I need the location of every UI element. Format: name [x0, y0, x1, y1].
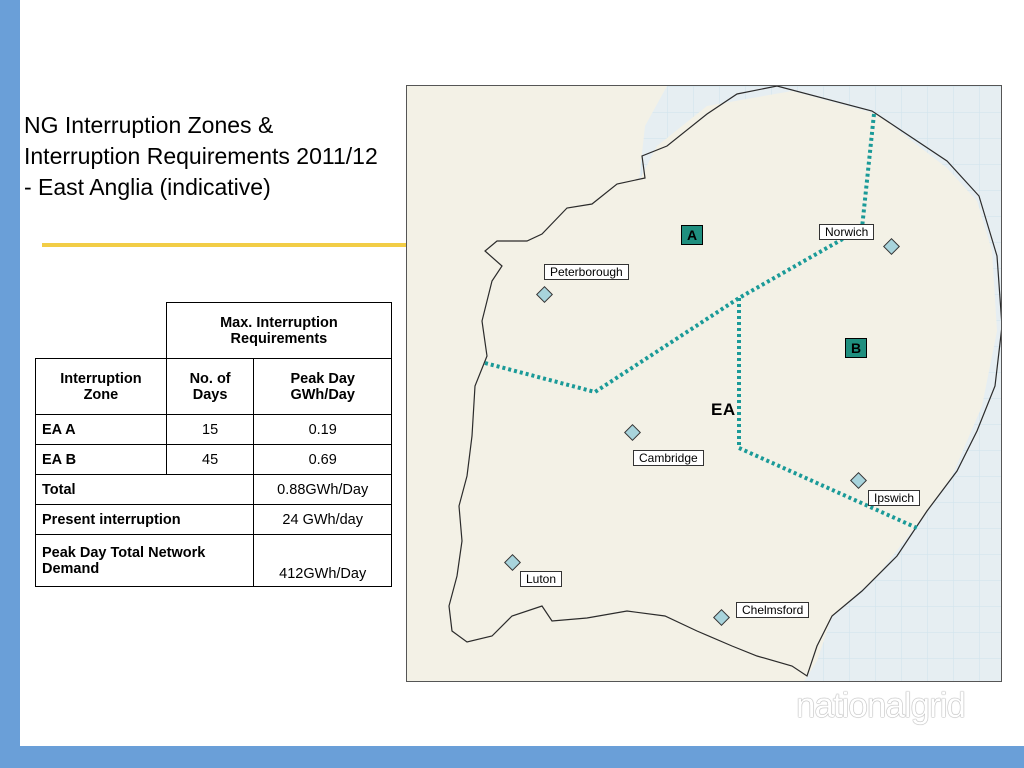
- present-value: 24 GWh/day: [254, 505, 392, 535]
- city-label-chelmsford: Chelmsford: [736, 602, 809, 618]
- interruption-requirements-table: [35, 302, 392, 587]
- total-label: Total: [36, 475, 254, 505]
- table-row: [36, 445, 392, 475]
- col-header-zone: Interruption Zone: [36, 359, 167, 415]
- title-underline: [42, 243, 408, 247]
- col-header-peak: Peak Day GWh/Day: [254, 359, 392, 415]
- zone-marker-b: B: [845, 338, 867, 358]
- table-row: [36, 415, 392, 445]
- present-label: Present interruption: [36, 505, 254, 535]
- region-label: EA: [711, 400, 736, 419]
- table-corner-blank: [36, 303, 167, 359]
- map-graphic: [407, 86, 1002, 682]
- east-anglia-map: [406, 85, 1002, 682]
- demand-row: [36, 535, 392, 587]
- city-label-cambridge: Cambridge: [633, 450, 704, 466]
- demand-value: 412GWh/Day: [254, 535, 392, 587]
- peak-cell: 0.19: [254, 415, 392, 445]
- zone-marker-a: A: [681, 225, 703, 245]
- days-cell: 15: [166, 415, 254, 445]
- city-label-norwich: Norwich: [819, 224, 874, 240]
- slide-title: NG Interruption Zones & Interruption Requirements 2011/12 - East Anglia (indicative): [24, 112, 378, 200]
- left-accent-bar: [0, 0, 20, 768]
- zone-cell: EA B: [36, 445, 167, 475]
- total-value: 0.88GWh/Day: [254, 475, 392, 505]
- peak-cell: 0.69: [254, 445, 392, 475]
- city-label-peterborough: Peterborough: [544, 264, 629, 280]
- present-row: [36, 505, 392, 535]
- days-cell: 45: [166, 445, 254, 475]
- zone-cell: EA A: [36, 415, 167, 445]
- total-row: [36, 475, 392, 505]
- bottom-accent-bar: [0, 746, 1024, 768]
- group-header: Max. Interruption Requirements: [166, 303, 391, 359]
- demand-label: Peak Day Total Network Demand: [36, 535, 254, 587]
- city-label-luton: Luton: [520, 571, 562, 587]
- city-label-ipswich: Ipswich: [868, 490, 920, 506]
- col-header-days: No. of Days: [166, 359, 254, 415]
- nationalgrid-logo: nationalgrid: [796, 686, 965, 725]
